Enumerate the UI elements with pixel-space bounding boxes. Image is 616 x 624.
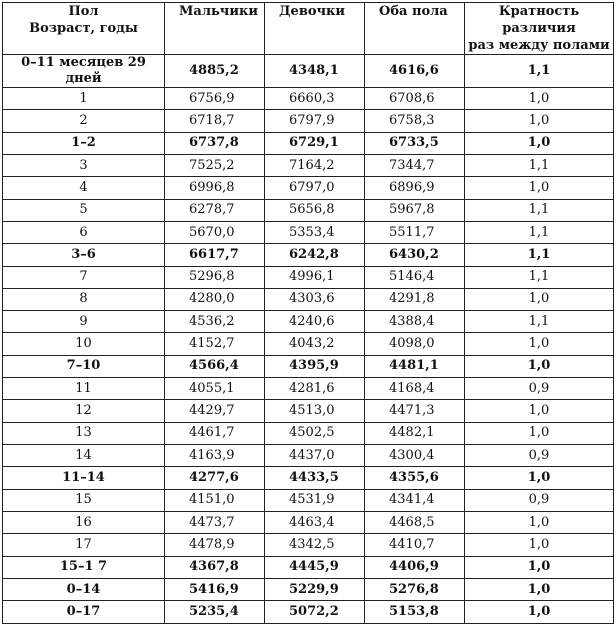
ratio-cell: 1,0 [465, 601, 614, 623]
girls-cell: 4281,6 [265, 378, 365, 400]
boys-cell: 4429,7 [165, 400, 265, 422]
girls-cell: 4996,1 [265, 266, 365, 288]
boys-cell: 4277,6 [165, 467, 265, 489]
both-cell: 4471,3 [365, 400, 465, 422]
header-age-sex [3, 3, 165, 55]
both-cell: 5511,7 [365, 221, 465, 243]
table-row [3, 154, 614, 176]
age-cell: 0–17 [3, 601, 165, 623]
table-body [3, 55, 614, 624]
age-cell: 13 [3, 422, 165, 444]
incidence-table [2, 2, 614, 624]
ratio-cell: 1,1 [465, 55, 614, 88]
table-row [3, 400, 614, 422]
header-ratio [465, 3, 614, 55]
ratio-cell: 1,0 [465, 132, 614, 154]
boys-cell: 4461,7 [165, 422, 265, 444]
table-row [3, 88, 614, 110]
ratio-cell: 1,1 [465, 221, 614, 243]
girls-cell: 6242,8 [265, 244, 365, 266]
both-cell: 7344,7 [365, 154, 465, 176]
age-cell: 11–14 [3, 467, 165, 489]
ratio-cell: 1,0 [465, 333, 614, 355]
age-cell: 1 [3, 88, 165, 110]
table-row [3, 55, 614, 88]
table-row [3, 199, 614, 221]
both-cell: 4468,5 [365, 511, 465, 533]
ratio-cell: 1,1 [465, 244, 614, 266]
both-cell: 4355,6 [365, 467, 465, 489]
boys-cell: 6278,7 [165, 199, 265, 221]
header-girls: Девочки [265, 3, 365, 55]
both-cell: 4168,4 [365, 378, 465, 400]
table-row [3, 132, 614, 154]
boys-cell: 5296,8 [165, 266, 265, 288]
boys-cell: 6718,7 [165, 110, 265, 132]
boys-cell: 4152,7 [165, 333, 265, 355]
both-cell: 6758,3 [365, 110, 465, 132]
age-cell: 6 [3, 221, 165, 243]
table-row [3, 489, 614, 511]
age-cell: 8 [3, 288, 165, 310]
ratio-cell: 0,9 [465, 489, 614, 511]
both-cell: 4481,1 [365, 355, 465, 377]
both-cell: 6708,6 [365, 88, 465, 110]
age-cell: 5 [3, 199, 165, 221]
table-row [3, 177, 614, 199]
both-cell: 5153,8 [365, 601, 465, 623]
girls-cell: 4240,6 [265, 311, 365, 333]
table-row [3, 534, 614, 556]
both-cell: 4410,7 [365, 534, 465, 556]
age-cell: 16 [3, 511, 165, 533]
ratio-cell: 1,1 [465, 311, 614, 333]
ratio-cell: 1,0 [465, 534, 614, 556]
girls-cell: 4437,0 [265, 445, 365, 467]
boys-cell: 5235,4 [165, 601, 265, 623]
both-cell: 4482,1 [365, 422, 465, 444]
table-row [3, 244, 614, 266]
both-cell: 6430,2 [365, 244, 465, 266]
boys-cell: 4367,8 [165, 556, 265, 578]
girls-cell: 5353,4 [265, 221, 365, 243]
table-row [3, 578, 614, 600]
table-row [3, 110, 614, 132]
ratio-cell: 1,0 [465, 355, 614, 377]
girls-cell: 4513,0 [265, 400, 365, 422]
age-cell: 10 [3, 333, 165, 355]
table-header-row [3, 3, 614, 55]
table-row [3, 221, 614, 243]
age-cell: 12 [3, 400, 165, 422]
table-row [3, 378, 614, 400]
both-cell: 4300,4 [365, 445, 465, 467]
both-cell: 4616,6 [365, 55, 465, 88]
boys-cell: 5416,9 [165, 578, 265, 600]
girls-cell: 4463,4 [265, 511, 365, 533]
header-sex-label: Пол [68, 4, 99, 19]
boys-cell: 6737,8 [165, 132, 265, 154]
table-row [3, 556, 614, 578]
girls-cell: 4303,6 [265, 288, 365, 310]
boys-cell: 4473,7 [165, 511, 265, 533]
table-row [3, 467, 614, 489]
age-cell: 2 [3, 110, 165, 132]
age-cell: 9 [3, 311, 165, 333]
both-cell: 4341,4 [365, 489, 465, 511]
age-cell: 1–2 [3, 132, 165, 154]
girls-cell: 6797,9 [265, 110, 365, 132]
both-cell: 4291,8 [365, 288, 465, 310]
ratio-cell: 1,0 [465, 177, 614, 199]
header-age-label: Возраст, годы [29, 21, 138, 36]
boys-cell: 6996,8 [165, 177, 265, 199]
boys-cell: 6756,9 [165, 88, 265, 110]
ratio-cell: 1,0 [465, 288, 614, 310]
table-row [3, 266, 614, 288]
girls-cell: 4502,5 [265, 422, 365, 444]
girls-cell: 4043,2 [265, 333, 365, 355]
girls-cell: 4445,9 [265, 556, 365, 578]
age-cell: 3 [3, 154, 165, 176]
ratio-cell: 1,0 [465, 467, 614, 489]
boys-cell: 5670,0 [165, 221, 265, 243]
ratio-cell: 1,0 [465, 578, 614, 600]
boys-cell: 4163,9 [165, 445, 265, 467]
girls-cell: 6729,1 [265, 132, 365, 154]
age-cell: 0–11 месяцев 29 дней [3, 55, 165, 88]
ratio-cell: 1,0 [465, 110, 614, 132]
ratio-cell: 1,1 [465, 199, 614, 221]
ratio-cell: 0,9 [465, 378, 614, 400]
girls-cell: 4395,9 [265, 355, 365, 377]
girls-cell: 6660,3 [265, 88, 365, 110]
ratio-cell: 1,0 [465, 422, 614, 444]
both-cell: 5967,8 [365, 199, 465, 221]
both-cell: 4406,9 [365, 556, 465, 578]
table-row [3, 511, 614, 533]
girls-cell: 7164,2 [265, 154, 365, 176]
header-ratio-line2: раз между полами [468, 38, 610, 53]
age-cell: 17 [3, 534, 165, 556]
age-cell: 3–6 [3, 244, 165, 266]
boys-cell: 4478,9 [165, 534, 265, 556]
header-ratio-line1: Кратность различия [498, 4, 580, 36]
age-cell: 14 [3, 445, 165, 467]
ratio-cell: 1,0 [465, 511, 614, 533]
age-cell: 15 [3, 489, 165, 511]
boys-cell: 4055,1 [165, 378, 265, 400]
both-cell: 5146,4 [365, 266, 465, 288]
age-cell: 15–1 7 [3, 556, 165, 578]
girls-cell: 4348,1 [265, 55, 365, 88]
age-cell: 7–10 [3, 355, 165, 377]
table-row [3, 288, 614, 310]
age-cell: 0–14 [3, 578, 165, 600]
header-both: Оба пола [365, 3, 465, 55]
both-cell: 5276,8 [365, 578, 465, 600]
ratio-cell: 1,0 [465, 400, 614, 422]
ratio-cell: 0,9 [465, 445, 614, 467]
boys-cell: 6617,7 [165, 244, 265, 266]
ratio-cell: 1,0 [465, 556, 614, 578]
both-cell: 6896,9 [365, 177, 465, 199]
table-row [3, 355, 614, 377]
ratio-cell: 1,1 [465, 266, 614, 288]
boys-cell: 4151,0 [165, 489, 265, 511]
table-row [3, 422, 614, 444]
boys-cell: 7525,2 [165, 154, 265, 176]
boys-cell: 4280,0 [165, 288, 265, 310]
both-cell: 4098,0 [365, 333, 465, 355]
boys-cell: 4885,2 [165, 55, 265, 88]
header-boys: Мальчики [165, 3, 265, 55]
age-cell: 4 [3, 177, 165, 199]
girls-cell: 6797,0 [265, 177, 365, 199]
girls-cell: 4531,9 [265, 489, 365, 511]
both-cell: 6733,5 [365, 132, 465, 154]
ratio-cell: 1,1 [465, 154, 614, 176]
table-row [3, 601, 614, 623]
girls-cell: 4342,5 [265, 534, 365, 556]
age-cell: 7 [3, 266, 165, 288]
boys-cell: 4536,2 [165, 311, 265, 333]
girls-cell: 5072,2 [265, 601, 365, 623]
girls-cell: 5656,8 [265, 199, 365, 221]
age-cell: 11 [3, 378, 165, 400]
girls-cell: 4433,5 [265, 467, 365, 489]
table-row [3, 333, 614, 355]
table-row [3, 445, 614, 467]
ratio-cell: 1,0 [465, 88, 614, 110]
table-row [3, 311, 614, 333]
both-cell: 4388,4 [365, 311, 465, 333]
boys-cell: 4566,4 [165, 355, 265, 377]
girls-cell: 5229,9 [265, 578, 365, 600]
